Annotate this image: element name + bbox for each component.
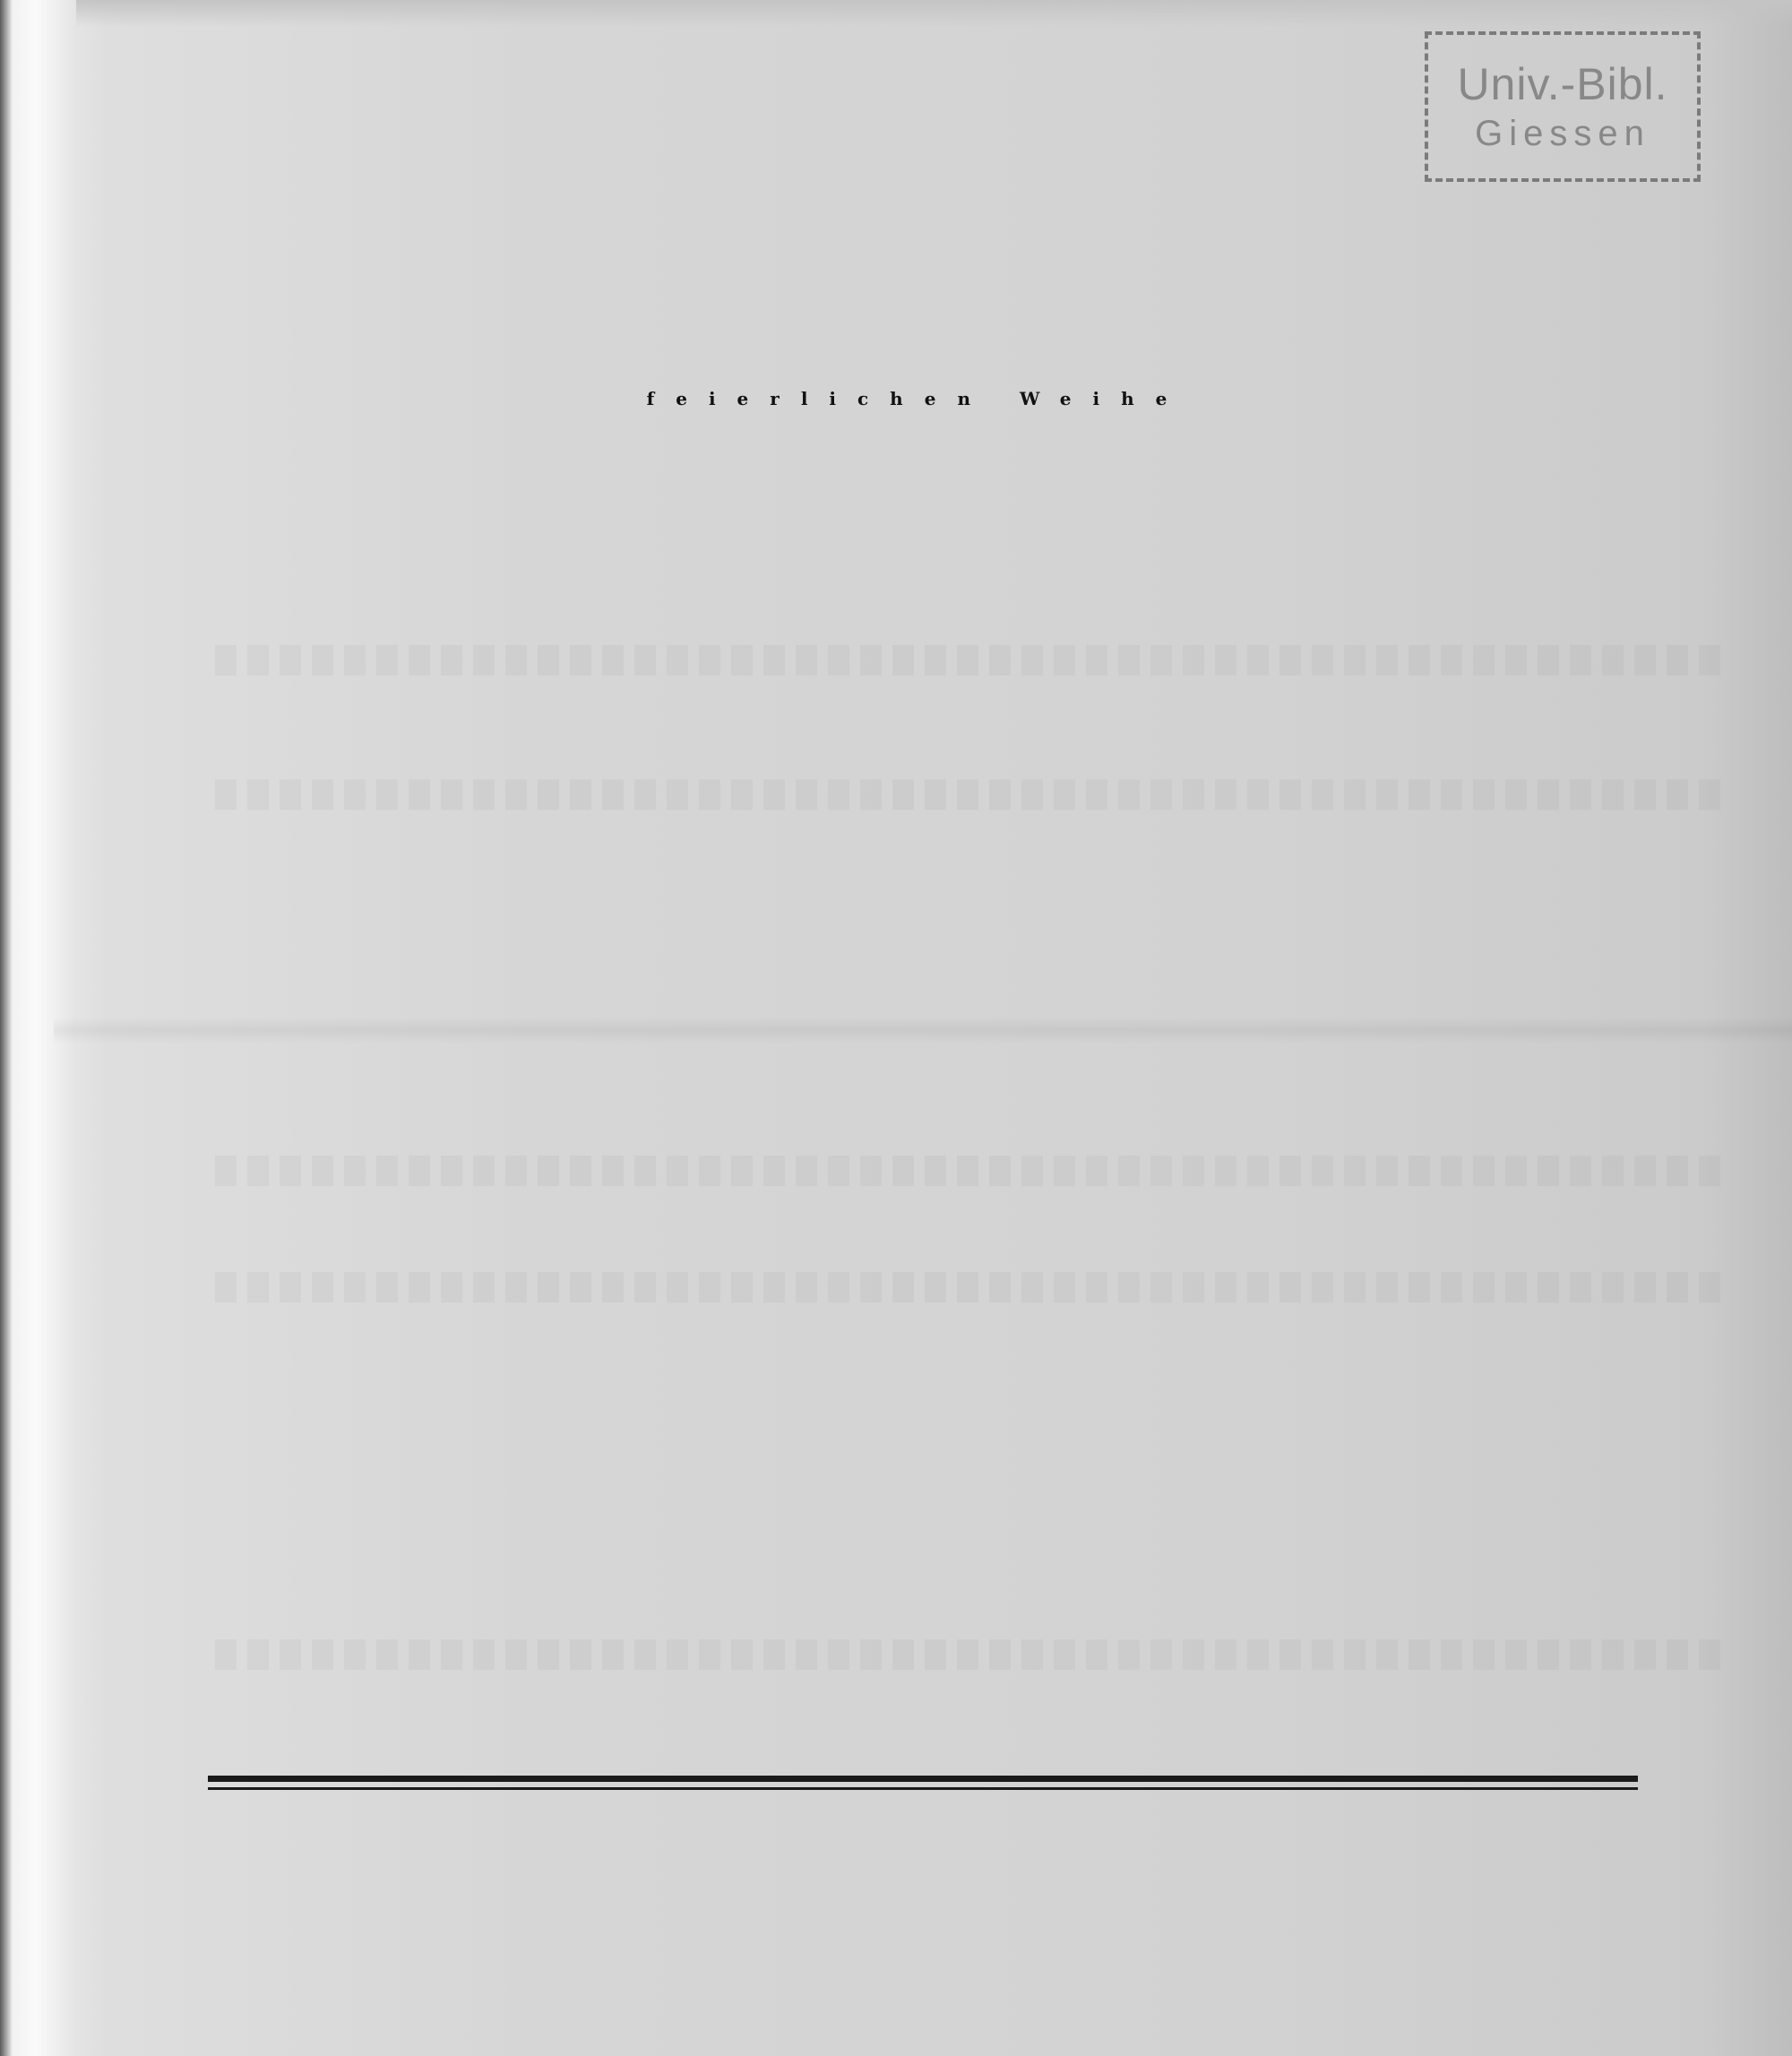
stamp-line-1: Univ.-Bibl. bbox=[1457, 59, 1668, 109]
page-fold bbox=[54, 1017, 1792, 1044]
show-through-text bbox=[215, 1272, 1720, 1303]
divider-rule-thick bbox=[208, 1776, 1638, 1782]
show-through-text bbox=[215, 1156, 1720, 1186]
title-feierlichen-weihe: feierlichen Weihe bbox=[646, 388, 1189, 409]
page-top-shadow bbox=[76, 0, 1792, 27]
divider-rule-thin bbox=[208, 1787, 1638, 1790]
show-through-text bbox=[215, 1639, 1720, 1670]
library-stamp bbox=[1425, 31, 1701, 182]
show-through-text bbox=[215, 645, 1720, 675]
show-through-text bbox=[215, 779, 1720, 810]
stamp-line-2: Giessen bbox=[1475, 114, 1650, 153]
